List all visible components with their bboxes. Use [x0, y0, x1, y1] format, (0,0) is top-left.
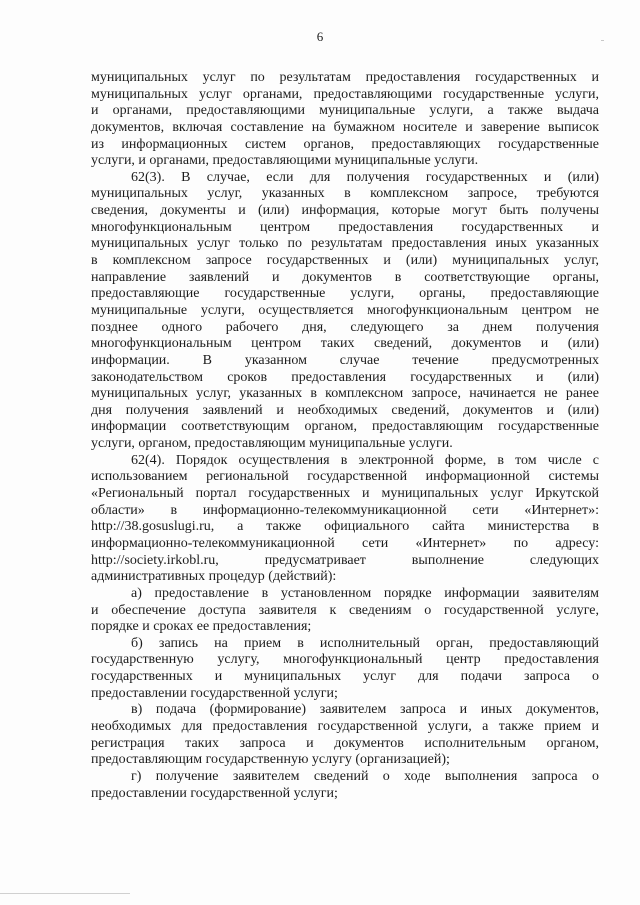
text-line: http://38.gosuslugi.ru, а также официального сайта министерства в — [91, 519, 599, 535]
text-line: муниципальных услуг, указанных в комплексном запросе, требуются — [91, 186, 599, 202]
text-line: многофункциональным центром таких сведений, документов и (или) — [91, 336, 599, 352]
text-line: предоставляющие государственные услуги, органы, предоставляющие — [91, 286, 599, 302]
text-line: муниципальные услуги, осуществляется многофункциональным центром не — [91, 302, 599, 318]
text-line: г) получение заявителем сведений о ходе выполнения запроса о — [131, 768, 599, 784]
text-line: многофункциональным центром предоставления государственных и — [91, 219, 599, 235]
footer-rule — [0, 893, 130, 894]
text-line: дня получения заявлений и необходимых сведений, документов и (или) — [91, 402, 599, 418]
text-line: области» в информационно-телекоммуникационной сети «Интернет»: — [91, 502, 599, 518]
text-line: законодательством сроков предоставления государственных и (или) — [91, 369, 599, 385]
text-line: муниципальных услуг только по результатам предоставления иных указанных — [91, 236, 599, 252]
text-line: документов, включая составление на бумажном носителе и заверение выписок — [91, 119, 599, 135]
text-line: а) предоставление в установленном порядке информации заявителям — [131, 585, 599, 601]
text-line: услуги, и органами, предоставляющими муниципальные услуги. — [91, 153, 479, 169]
text-line: 62(4). Порядок осуществления в электронной форме, в том числе с — [131, 452, 599, 468]
text-line: муниципальных услуг органами, предоставляющими государственные услуги, — [91, 86, 599, 102]
page-number: 6 — [316, 29, 324, 44]
text-line: из информационных систем органов, предоставляющих государственные — [91, 136, 599, 152]
text-line: б) запись на прием в исполнительный орган, предоставляющий — [131, 635, 599, 651]
text-line: позднее одного рабочего дня, следующего за днем получения — [91, 319, 599, 335]
text-line: в) подача (формирование) заявителем запроса и иных документов, — [131, 702, 599, 718]
text-line: предоставляющим государственную услугу (организацией); — [91, 752, 450, 768]
text-line: http://society.irkobl.ru, предусматривает выполнение следующих — [91, 552, 599, 568]
text-line: предоставлении государственной услуги; — [91, 685, 338, 701]
text-line: предоставлении государственной услуги; — [91, 785, 338, 801]
text-line: муниципальных услуг по результатам предоставления государственных и — [91, 70, 599, 85]
text-line: 62(3). В случае, если для получения государственных и (или) — [131, 169, 599, 185]
text-line: порядке и сроках ее предоставления; — [91, 619, 312, 635]
text-line: информационно-телекоммуникационной сети «Интернет» по адресу: — [91, 535, 599, 551]
text-line: направление заявлений и документов в соответствующие органы, — [91, 269, 599, 285]
text-line: и органами, предоставляющими муниципальные услуги, а также выдача — [91, 103, 599, 119]
text-line: административных процедур (действий): — [91, 569, 337, 585]
text-line: регистрация таких запроса и документов исполнительным органом, — [91, 735, 599, 751]
text-line: использованием региональной государственной информационной системы — [91, 469, 599, 485]
scan-artifact — [601, 40, 604, 41]
text-line: в комплексном запросе государственных и (или) муниципальных услуг, — [91, 253, 599, 269]
text-line: информации соответствующим органом, предоставляющим государственные — [91, 419, 599, 435]
text-line: муниципальных услуг, указанных в комплексном запросе, начинается не ранее — [91, 386, 599, 402]
text-line: «Региональный портал государственных и муниципальных услуг Иркутской — [91, 486, 599, 502]
text-line: и обеспечение доступа заявителя к сведениям о государственной услуге, — [91, 602, 599, 618]
text-line: государственных и муниципальных услуг для подачи запроса о — [91, 669, 599, 685]
text-line: услуги, органом, предоставляющим муниципальные услуги. — [91, 436, 453, 452]
text-line: необходимых для предоставления государственной услуги, а также прием и — [91, 718, 599, 734]
text-line: государственную услугу, многофункциональный центр предоставления — [91, 652, 599, 668]
document-body — [91, 70, 599, 802]
text-line: информации. В указанном случае течение предусмотренных — [91, 352, 599, 368]
text-line: сведения, документы и (или) информация, которые могут быть получены — [91, 203, 599, 219]
